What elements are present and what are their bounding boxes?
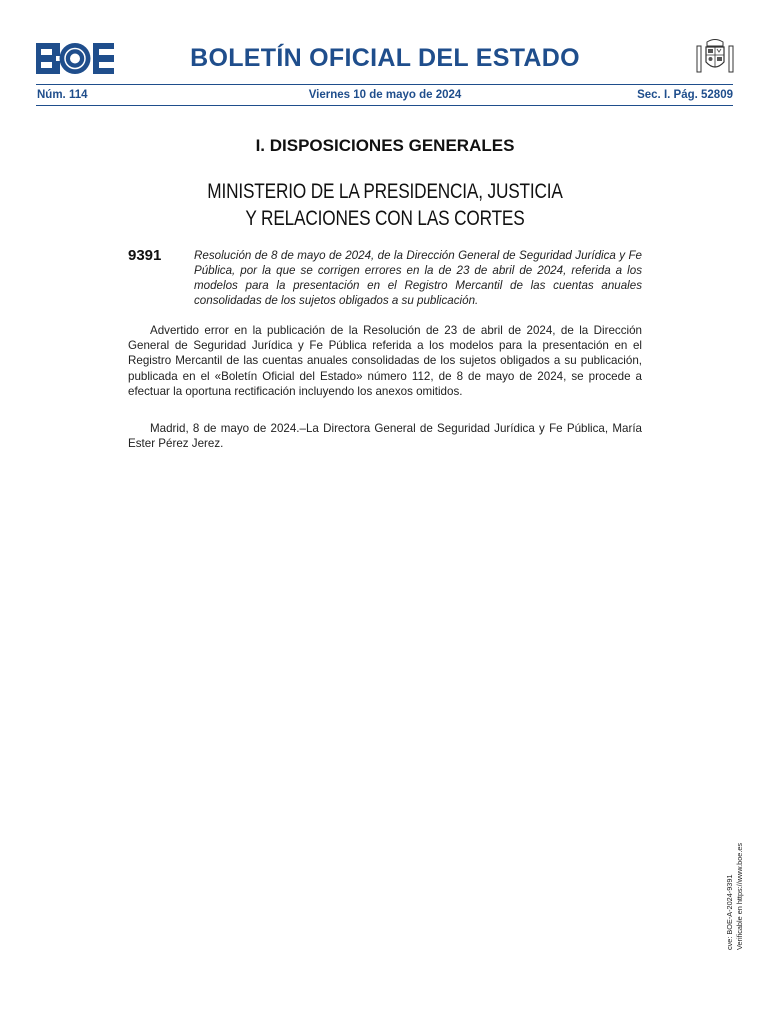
cve-code: cve: BOE-A-2024-9391: [725, 874, 734, 950]
verification-link[interactable]: Verificable en https://www.boe.es: [735, 842, 744, 950]
ministry-line-2: Y RELACIONES CON LAS CORTES: [245, 207, 525, 230]
disposition-number: 9391: [128, 247, 162, 264]
ministry-line-1: MINISTERIO DE LA PRESIDENCIA, JUSTICIA: [207, 180, 563, 203]
issue-number: Núm. 114: [37, 89, 88, 101]
header-rule-top: [36, 84, 733, 85]
body-paragraph-2: Madrid, 8 de mayo de 2024.–La Directora General de Seguridad Jurídica y Fe Pública, María Ester Pérez Jerez.: [128, 422, 642, 451]
coat-of-arms-icon: [695, 38, 735, 78]
header-rule-bottom: [36, 105, 733, 106]
section-page: Sec. I. Pág. 52809: [637, 89, 733, 101]
section-heading: I. DISPOSICIONES GENERALES: [255, 136, 515, 155]
newspaper-title: BOLETÍN OFICIAL DEL ESTADO: [190, 44, 580, 72]
boe-logo-icon: [36, 43, 114, 74]
ministry-heading: [69, 178, 700, 232]
body-paragraph-1: Advertido error en la publicación de la Resolución de 23 de abril de 2024, de la Dirección General de Seguridad Jurídica y Fe Pública referida a los modelos para la presentación en el Registro Mercantil de las cuentas anuales consolidadas de los sujetos obligados a su publicación, publicada en el «Boletín Oficial del Estado» número 112, de 8 de mayo de 2024, se procede a efectuar la oportuna rectificación incluyendo los anexos omitidos.: [128, 324, 642, 398]
issue-date: Viernes 10 de mayo de 2024: [308, 89, 462, 101]
verification-note: [725, 820, 745, 950]
disposition-summary: Resolución de 8 de mayo de 2024, de la Dirección General de Seguridad Jurídica y Fe Pública, por la que se corrigen errores en la de 23 de abril de 2024, referida a los modelos para la presentación en el Registro Mercantil de las cuentas anuales consolidadas de los sujetos obligados a su publicación.: [194, 249, 642, 307]
